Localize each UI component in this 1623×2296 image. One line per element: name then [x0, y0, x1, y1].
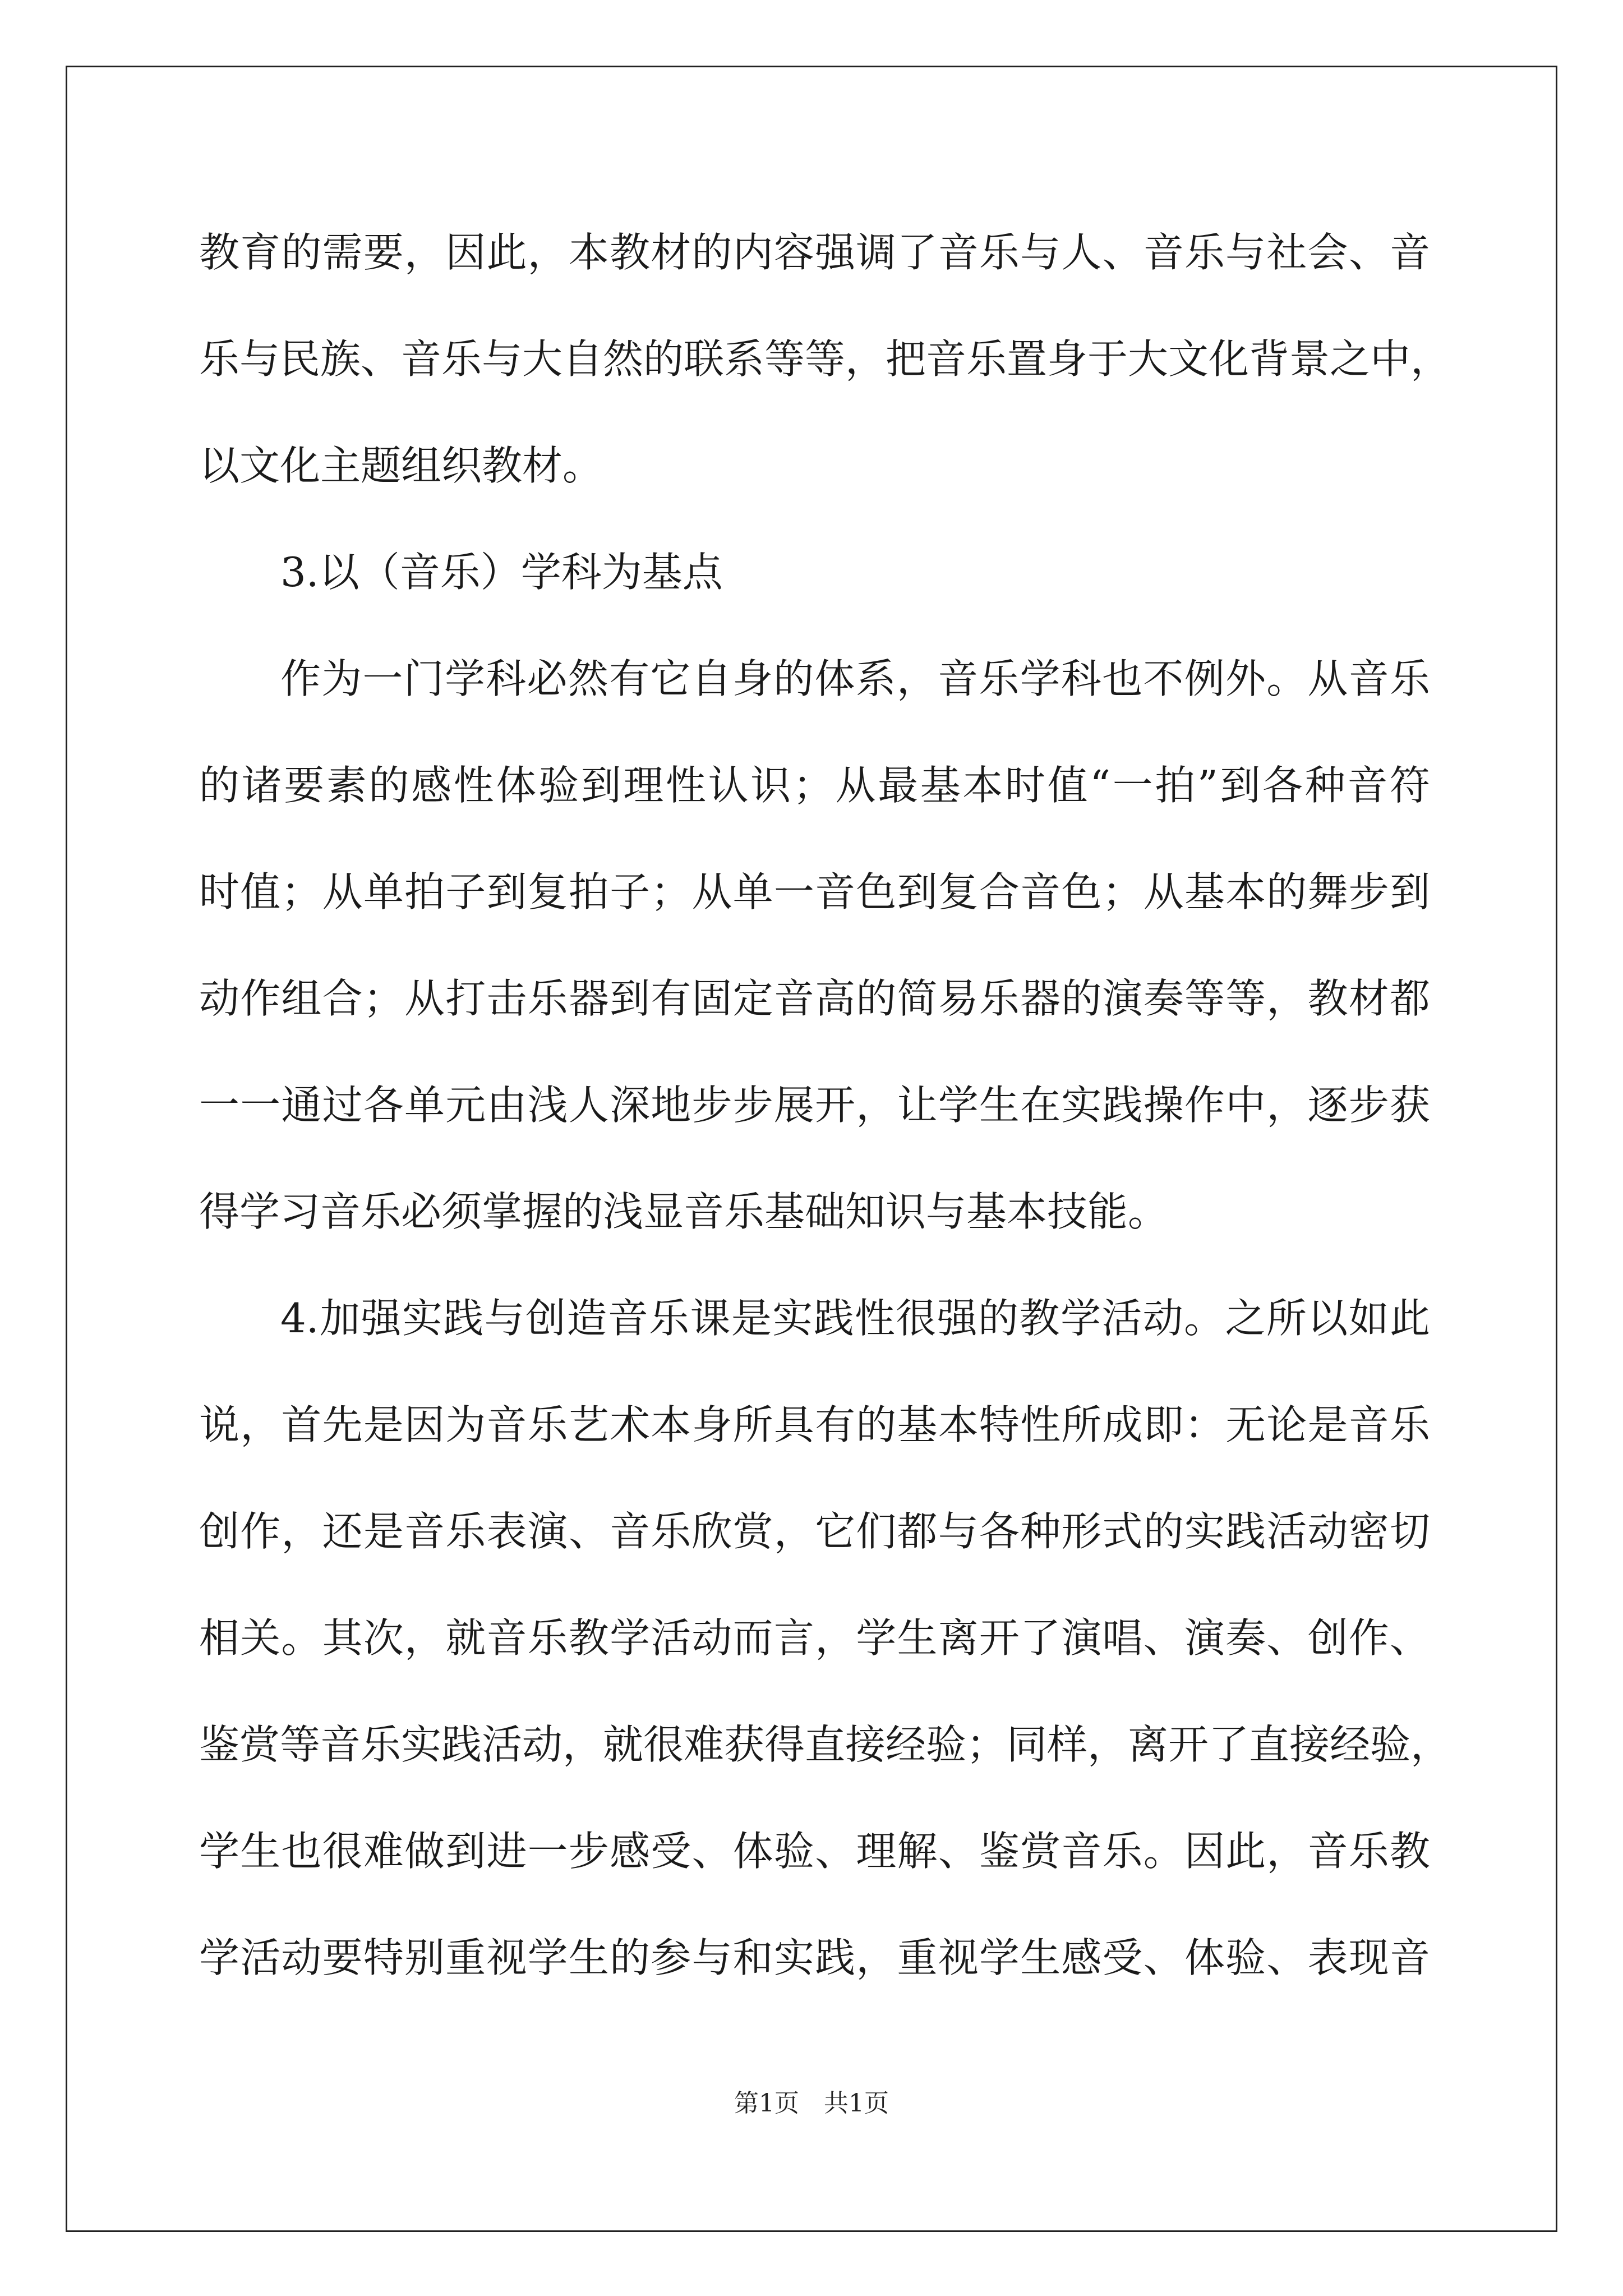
- section-heading: 3.以（音乐）学科为基点: [280, 549, 723, 596]
- page-border: [66, 66, 1557, 2232]
- paragraph-line: 鉴赏等音乐实践活动，就很难获得直接经验；同样，离开了直接经验，: [199, 1721, 1451, 1768]
- section-heading-line: 4.加强实践与创造音乐课是实践性很强的教学活动。之所以如此: [280, 1295, 1430, 1342]
- paragraph-line: 一一通过各单元由浅人深地步步展开，让学生在实践操作中，逐步获: [199, 1082, 1430, 1129]
- paragraph-line: 作为一门学科必然有它自身的体系，音乐学科也不例外。从音乐: [280, 655, 1430, 702]
- paragraph-line: 得学习音乐必须掌握的浅显音乐基础知识与基本技能。: [199, 1188, 1169, 1235]
- page-number: 第1页: [734, 2089, 799, 2118]
- paragraph-line: 动作组合；从打击乐器到有固定音高的简易乐器的演奏等等，教材都: [199, 975, 1430, 1022]
- paragraph-line: 相关。其次，就音乐教学活动而言，学生离开了演唱、演奏、创作、: [199, 1614, 1430, 1662]
- paragraph-line: 学活动要特别重视学生的参与和实践，重视学生感受、体验、表现音: [199, 1934, 1430, 1981]
- paragraph-line: 时值；从单拍子到复拍子；从单一音色到复合音色；从基本的舞步到: [199, 868, 1430, 915]
- paragraph-line: 说，首先是因为音乐艺术本身所具有的基本特性所成即：无论是音乐: [199, 1401, 1430, 1448]
- paragraph-line: 教育的需要，因此，本教材的内容强调了音乐与人、音乐与社会、音: [199, 229, 1430, 276]
- paragraph-line: 的诸要素的感性体验到理性认识；从最基本时值“一拍”到各种音符: [199, 762, 1430, 809]
- paragraph-line: 以文化主题组织教材。: [199, 442, 603, 489]
- paragraph-line: 创作，还是音乐表演、音乐欣赏，它们都与各种形式的实践活动密切: [199, 1508, 1430, 1555]
- page-footer: [0, 2087, 1623, 2120]
- paragraph-line: 学生也很难做到进一步感受、体验、理解、鉴赏音乐。因此，音乐教: [199, 1828, 1430, 1875]
- paragraph-line: 乐与民族、音乐与大自然的联系等等，把音乐置身于大文化背景之中，: [199, 335, 1451, 383]
- page-total: 共1页: [824, 2089, 889, 2118]
